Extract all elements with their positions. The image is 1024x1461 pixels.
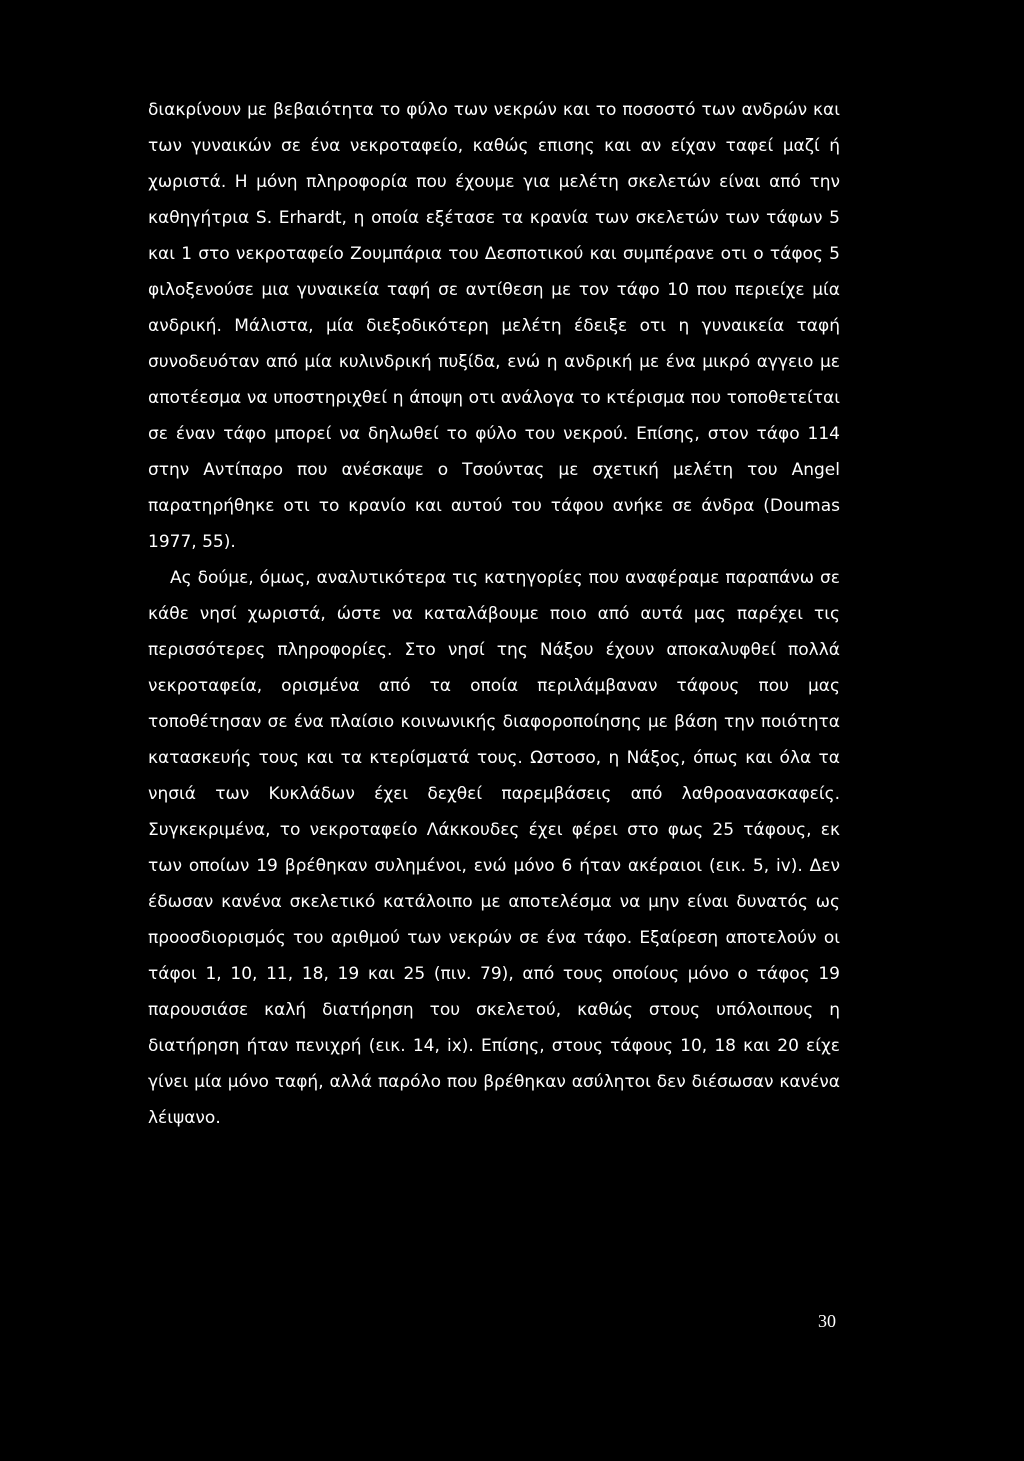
page-number: 30 (818, 1311, 836, 1331)
paragraph: διακρίνουν με βεβαιότητα το φύλο των νεκρών και το ποσοστό των ανδρών και των γυναικών σε ένα νεκροταφείο, καθώς επισης και αν είχαν ταφεί μαζί ή χωριστά. Η μόνη πληροφορία που έχουμε για μελέτη σκελετών είναι από την καθηγήτρια S. Erhardt, η οποία εξέτασε τα κρανία των σκελετών των τάφων 5 και 1 στο νεκροταφείο Ζουμπάρια του Δεσποτικού και συμπέρανε οτι ο τάφος 5 φιλοξενούσε μια γυναικεία ταφή σε αντίθεση με τον τάφο 10 που περιείχε μία ανδρική. Μάλιστα, μία διεξοδικότερη μελέτη έδειξε οτι η γυναικεία ταφή συνοδευόταν από μία κυλινδρική πυξίδα, ενώ η ανδρική με ένα μικρό αγγειο με αποτέεσμα να υποστηριχθεί η άποψη οτι ανάλογα το κτέρισμα που τοποθετείται σε έναν τάφο μπορεί να δηλωθεί το φύλο του νεκρού. Επίσης, στον τάφο 114 στην Αντίπαρο που ανέσκαψε ο Τσούντας με σχετική μελέτη του Angel παρατηρήθηκε οτι το κρανίο και αυτού του τάφου ανήκε σε άνδρα (Doumas 1977, 55). (148, 100, 840, 552)
paragraph: Ας δούμε, όμως, αναλυτικότερα τις κατηγορίες που αναφέραμε παραπάνω σε κάθε νησί χωριστά, ώστε να καταλάβουμε ποιο από αυτά μας παρέχει τις περισσότερες πληροφορίες. Στο νησί της Νάξου έχουν αποκαλυφθεί πολλά νεκροταφεία, ορισμένα από τα οποία περιλάμβαναν τάφους που μας τοποθέτησαν σε ένα πλαίσιο κοινωνικής διαφοροποίησης με βάση την ποιότητα κατασκευής τους και τα κτερίσματά τους. Ωστοσο, η Νάξος, όπως και όλα τα νησιά των Κυκλάδων έχει δεχθεί παρεμβάσεις από λαθροανασκαφείς. Συγκεκριμένα, το νεκροταφείο Λάκκουδες έχει φέρει στο φως 25 τάφους, εκ των οποίων 19 βρέθηκαν συλημένοι, ενώ μόνο 6 ήταν ακέραιοι (εικ. 5, iv). Δεν έδωσαν κανένα σκελετικό κατάλοιπο με αποτελέσμα να μην είναι δυνατός ως προοσδιορισμός του αριθμού των νεκρών σε ένα τάφο. Εξαίρεση αποτελούν οι τάφοι 1, 10, 11, 18, 19 και 25 (πιν. 79), από τους οποίους μόνο ο τάφος 19 παρουσιάσε καλή διατήρηση του σκελετού, καθώς στους υπόλοιπους η διατήρηση ήταν πενιχρή (εικ. 14, ix). Επίσης, στους τάφους 10, 18 και 20 είχε γίνει μία μόνο ταφή, αλλά παρόλο που βρέθηκαν ασύλητοι δεν διέσωσαν κανένα λέιψανο. (148, 568, 840, 1128)
body-text (148, 92, 840, 1136)
